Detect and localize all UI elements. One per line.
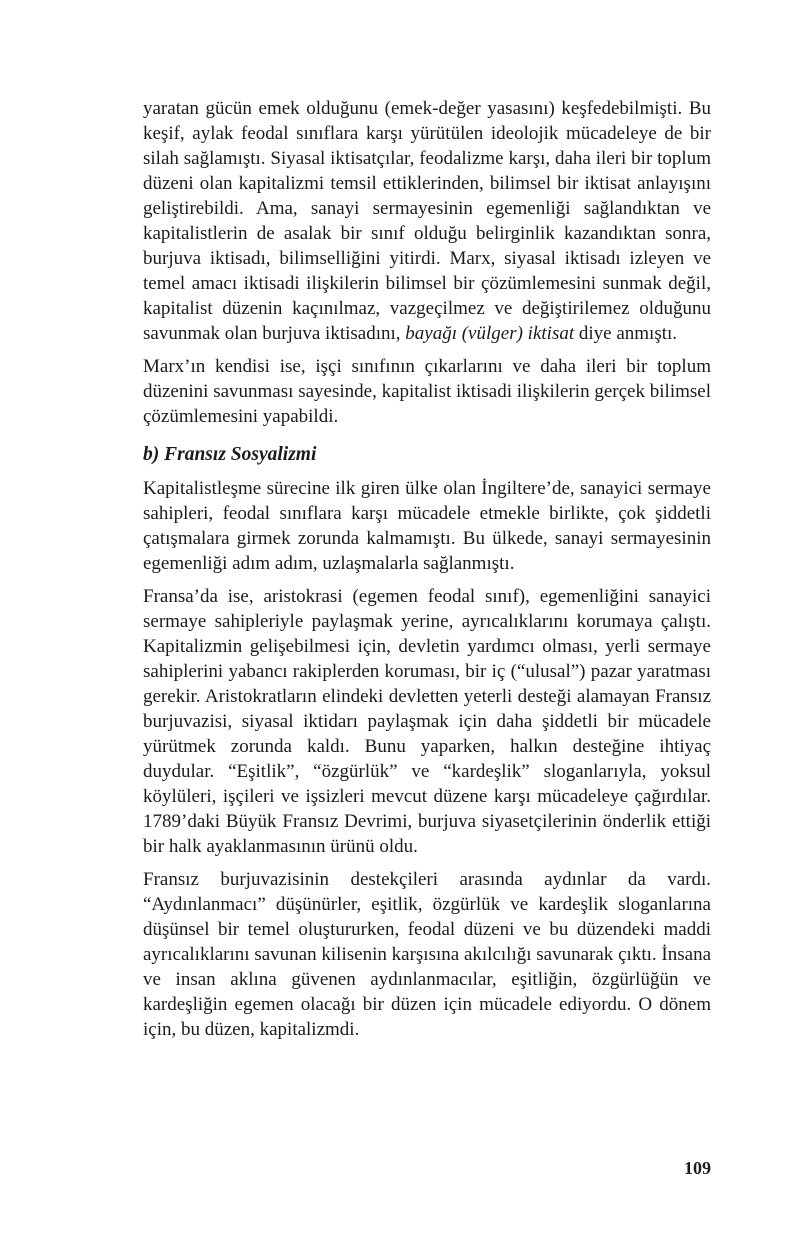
- section-heading: b) Fransız Sosyalizmi: [143, 444, 317, 465]
- paragraph-1-text-pre: yaratan gücün emek olduğunu (emek-değer yasasını) keşfedebilmişti. Bu keşif, aylak feodal sınıflara karşı yürütülen ideolojik mücadeleye de bir silah sağlamıştı. Siyasal iktisatçılar, feodalizme karşı, daha ileri bir toplum düzeni olan kapitalizmi temsil ettiklerinden, bilimsel bir iktisat anlayışını geliştirebildi. Ama, sanayi sermayesinin egemenliği sağlandıktan ve kapitalistlerin de asalak bir sınıf olduğu belirginlik kazandıktan sonra, burjuva iktisadı, bilimselliğini yitirdi. Marx, siyasal iktisadı izleyen ve temel amacı iktisadi ilişkilerin bilimsel bir çözümlemesini sunmak değil, kapitalist düzenin kaçınılmaz, vazgeçilmez ve değiştirilemez olduğunu savunmak olan burjuva iktisadını,: [143, 98, 711, 344]
- paragraph-1-text-post: diye anmıştı.: [574, 323, 678, 344]
- paragraph-4: Fransa’da ise, aristokrasi (egemen feodal sınıf), egemenliğini sanayici sermaye sahipleriyle paylaşmak yerine, ayrıcalıklarını korumaya çalıştı. Kapitalizmin gelişebilmesi için, devletin yardımcı olması, yerli sermaye sahiplerini yabancı rakiplerden koruması, bir iç (“ulusal”) pazar yaratması gerekir. Aristokratların elindeki devletten yeterli desteği alamayan Fransız burjuvazisi, siyasal iktidarı paylaşmak için daha şiddetli bir mücadele yürütmek zorunda kaldı. Bunu yaparken, halkın desteğine ihtiyaç duydular. “Eşitlik”, “özgürlük” ve “kardeşlik” sloganlarıyla, yoksul köylüleri, işçileri ve işsizleri mevcut düzene karşı mücadeleye çağırdılar. 1789’daki Büyük Fransız Devrimi, burjuva siyasetçilerinin önderlik ettiği bir halk ayaklanmasının ürünü oldu.: [143, 586, 711, 857]
- paragraph-1-italic-phrase: bayağı (vülger) iktisat: [405, 323, 575, 344]
- paragraph-1: [143, 96, 711, 346]
- page-content: [143, 96, 711, 1050]
- paragraph-5: Fransız burjuvazisinin destekçileri arasında aydınlar da vardı. “Aydınlanmacı” düşünürler, eşitlik, özgürlük ve kardeşlik sloganlarına düşünsel bir temel oluştururken, feodal düzeni ve bu düzendeki maddi ayrıcalıklarını savunan kilisenin karşısına akılcılığı savunarak çıktı. İnsana ve insan aklına güvenen aydınlanmacılar, eşitliğin, özgürlüğün ve kardeşliğin egemen olacağı bir düzen için mücadele ediyordu. O dönem için, bu düzen, kapitalizmdi.: [143, 869, 711, 1040]
- paragraph-2: Marx’ın kendisi ise, işçi sınıfının çıkarlarını ve daha ileri bir toplum düzenini savunması sayesinde, kapitalist iktisadi ilişkilerin gerçek bilimsel çözümlemesini yapabildi.: [143, 356, 711, 427]
- page-number: 109: [684, 1158, 711, 1178]
- paragraph-3: Kapitalistleşme sürecine ilk giren ülke olan İngiltere’de, sanayici sermaye sahipleri, feodal sınıflara karşı mücadele etmekle birlikte, çok şiddetli çatışmalara girmek zorunda kalmamıştı. Bu ülkede, sanayi sermayesinin egemenliği adım adım, uzlaşmalarla sağlanmıştı.: [143, 478, 711, 574]
